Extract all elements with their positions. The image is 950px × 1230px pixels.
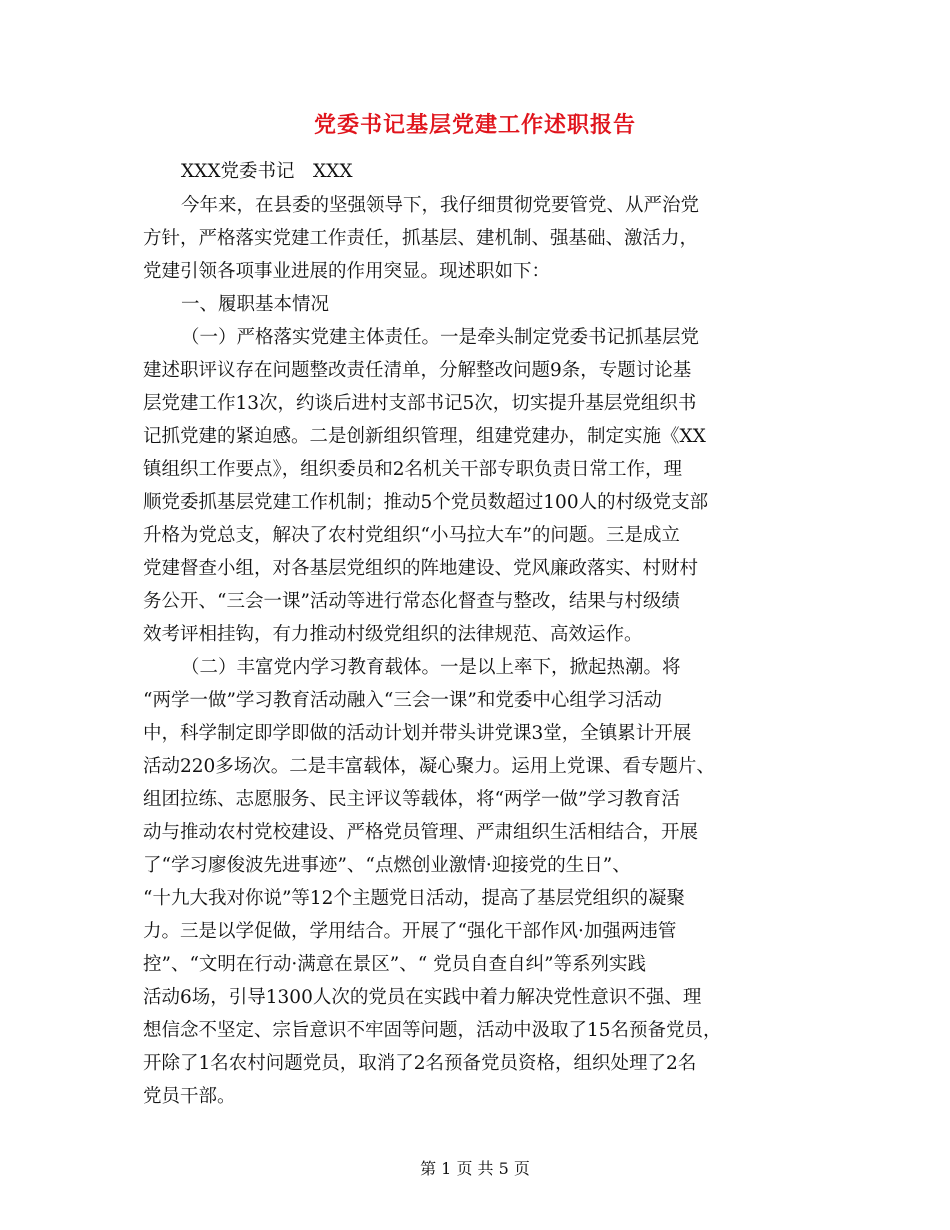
author-line: XXX党委书记 XXX xyxy=(181,161,353,182)
paragraph-line: 党建引领各项事业进展的作用突显。现述职如下： xyxy=(143,261,551,282)
paragraph-line: 控”、“文明在行动·满意在景区”、“ 党员自查自纠”等系列实践 xyxy=(143,954,647,975)
paragraph-line: 力。三是以学促做，学用结合。开展了“强化干部作风·加强两违管 xyxy=(143,921,677,942)
paragraph-line: 党建督查小组，对各基层党组织的阵地建设、党风廉政落实、村财村 xyxy=(143,558,699,579)
page-number-footer: 第 1 页 共 5 页 xyxy=(420,1159,530,1178)
paragraph-line: 镇组织工作要点》，组织委员和2名机关干部专职负责日常工作，理 xyxy=(143,459,683,480)
paragraph-line: 了“学习廖俊波先进事迹”、“点燃创业激情·迎接党的生日”、 xyxy=(143,855,631,876)
paragraph-line: 活动220多场次。二是丰富载体，凝心聚力。运用上党课、看专题片、 xyxy=(143,756,715,777)
paragraph-line: 动与推动农村党校建设、严格党员管理、严肃组织生活相结合，开展 xyxy=(143,822,699,843)
paragraph-line: （一）严格落实党建主体责任。一是牵头制定党委书记抓基层党 xyxy=(181,327,700,348)
paragraph-line: 层党建工作13次，约谈后进村支部书记5次，切实提升基层党组织书 xyxy=(143,393,697,414)
paragraph-line: 中，科学制定即学即做的活动计划并带头讲党课3堂，全镇累计开展 xyxy=(143,723,692,744)
paragraph-line: 方针，严格落实党建工作责任，抓基层、建机制、强基础、激活力， xyxy=(143,228,699,249)
paragraph-line: 升格为党总支，解决了农村党组织“小马拉大车”的问题。三是成立 xyxy=(143,525,680,546)
paragraph-line: 效考评相挂钩，有力推动村级党组织的法律规范、高效运作。 xyxy=(143,624,643,645)
paragraph-line: 活动6场，引导1300人次的党员在实践中着力解决党性意识不强、理 xyxy=(143,987,702,1008)
paragraph-line: 组团拉练、志愿服务、民主评议等载体，将“两学一做”学习教育活 xyxy=(143,789,680,810)
paragraph-line: 想信念不坚定、宗旨意识不牢固等问题，活动中汲取了15名预备党员， xyxy=(143,1020,722,1041)
document-title: 党委书记基层党建工作述职报告 xyxy=(313,112,636,138)
paragraph-line: 建述职评议存在问题整改责任清单，分解整改问题9条，专题讨论基 xyxy=(143,360,692,381)
section-heading: 一、履职基本情况 xyxy=(181,294,330,315)
paragraph-line: （二）丰富党内学习教育载体。一是以上率下，掀起热潮。将 xyxy=(181,657,681,678)
paragraph-line: 记抓党建的紧迫感。二是创新组织管理，组建党建办，制定实施《XX xyxy=(143,426,706,447)
paragraph-line: 开除了1名农村问题党员，取消了2名预备党员资格，组织处理了2名 xyxy=(143,1053,697,1074)
paragraph-line: “两学一做”学习教育活动融入“三会一课”和党委中心组学习活动 xyxy=(143,690,662,711)
paragraph-line: “十九大我对你说”等12个主题党日活动，提高了基层党组织的凝聚 xyxy=(143,888,685,909)
paragraph-line: 今年来，在县委的坚强领导下，我仔细贯彻党要管党、从严治党 xyxy=(181,195,700,216)
paragraph-line: 党员干部。 xyxy=(143,1086,236,1107)
paragraph-line: 顺党委抓基层党建工作机制；推动5个党员数超过100人的村级党支部 xyxy=(143,492,709,513)
paragraph-line: 务公开、“三会一课”活动等进行常态化督查与整改，结果与村级绩 xyxy=(143,591,680,612)
